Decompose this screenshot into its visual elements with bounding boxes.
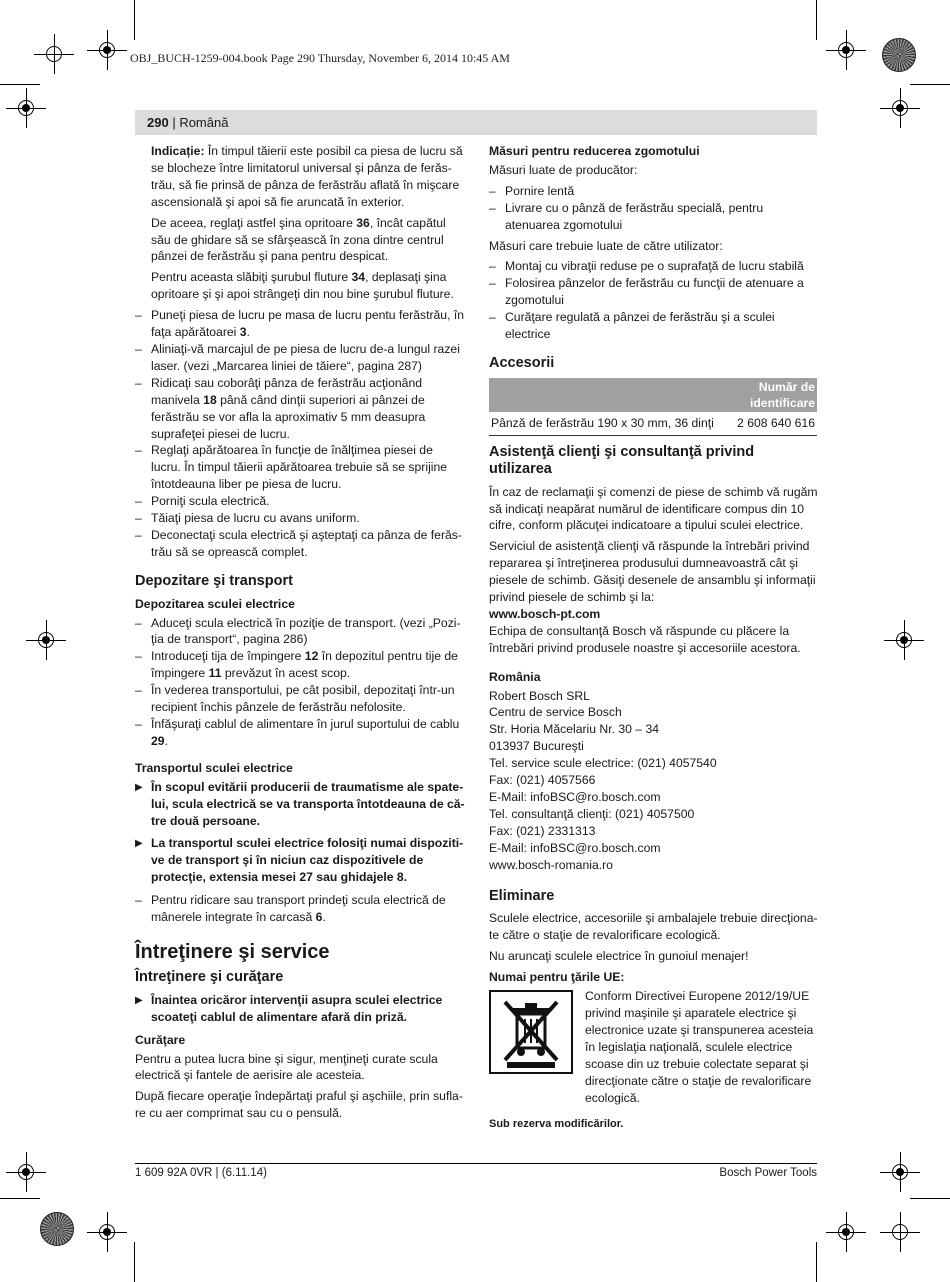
transport-list [135, 892, 465, 926]
address-line: Fax: (021) 2331313 [489, 823, 596, 838]
list-item: – Aduceţi scula electrică în poziţie de transport. (vezi „Poziţia de transport“, pagina 286) [135, 615, 465, 649]
address-line: Fax: (021) 4057566 [489, 773, 596, 788]
registration-mark-icon [6, 1152, 46, 1192]
body-paragraph: După fiecare operaţie îndepărtaţi praful şi aşchiile, prin suflare cu aer comprimat sau cu o pensulă. [135, 1089, 463, 1121]
body-paragraph: Nu aruncaţi sculele electrice în gunoiul menajer! [489, 949, 749, 964]
transport-warnings [135, 779, 465, 886]
subsection-title: Numai pentru ţările UE: [489, 970, 625, 985]
section-title: Eliminare [489, 887, 555, 904]
reserve-note: Sub rezerva modificărilor. [489, 1118, 624, 1131]
registration-mark-icon [6, 88, 46, 128]
care-warnings [135, 992, 465, 1026]
trim-mark [134, 0, 135, 40]
list-item: – Introduceţi tija de împingere 12 în depozitul pentru tije de împingere 11 prevăzut în acest scop. [135, 648, 465, 682]
subsection-title: Măsuri pentru reducerea zgomotului [489, 144, 700, 158]
warning-item: ▶ La transportul sculei electrice folosiţi numai dispozitive de transport şi în niciun caz dispozitivele de protecţie, extensia mesei 27 sau ghidajele 8. [135, 835, 465, 886]
list-item: – Ridicaţi sau coborâţi pânza de ferăstrău acţionând manivela 18 până când dinţii superiori ai pânzei de ferăstrău se vor afla la aproximativ 5 mm deasupra suprafeţei piesei de lucru. [135, 375, 465, 443]
note-text: În timpul tăierii este posibil ca piesa de lucru să se blocheze între limitatorul universal şi pânza de ferăstrău, să fie prinsă de pânza de ferăstrău aflată în mişcare ascensională şi apoi să fie aruncată în exterior. [151, 144, 463, 209]
registration-mark-icon [87, 30, 127, 70]
page-header [135, 110, 817, 135]
section-title: Depozitare şi transport [135, 572, 293, 589]
note-paragraph [151, 143, 465, 211]
support-url[interactable]: www.bosch-pt.com [489, 606, 601, 621]
address-line[interactable]: www.bosch-romania.ro [489, 857, 613, 872]
accessory-number: 2 608 640 616 [730, 412, 817, 435]
list-item: – Reglaţi apărătoarea în funcţie de înălţimea piesei de lucru. În timpul tăierii apărătoarea trebuie să se sprijine întotdeauna liber pe piesa de lucru. [135, 442, 465, 493]
list-item: – Curăţare regulată a pânzei de ferăstrău şi a sculei electrice [489, 309, 819, 343]
accessory-name: Pânză de ferăstrău 190 x 30 mm, 36 dinţi [489, 412, 730, 435]
section-title: Întreţinere şi curăţare [135, 968, 284, 985]
address-block [489, 688, 819, 874]
weee-block [489, 988, 819, 1106]
address-line: Tel. service scule electrice: (021) 4057540 [489, 756, 717, 771]
storage-list [135, 615, 465, 750]
color-disc-icon [40, 1212, 74, 1246]
section-title: Asistenţă clienţi şi consultanţă privind utilizarea [489, 443, 755, 477]
header-separator: | [168, 115, 180, 130]
address-line: Tel. consultanţă clienţi: (021) 4057500 [489, 806, 695, 821]
note-paragraph: Pentru aceasta slăbiţi şurubul fluture 34, deplasaţi şina opritoare şi şi apoi strângeţi din nou bine şurubul fluture. [151, 270, 454, 302]
registration-mark-icon [87, 1212, 127, 1252]
registration-mark-icon [826, 1212, 866, 1252]
table-header: Număr de identificare [489, 378, 817, 412]
footer-divider [135, 1163, 817, 1164]
registration-mark-icon [26, 620, 66, 660]
address-line: Robert Bosch SRL [489, 688, 590, 703]
subsection-title: Transportul sculei electrice [135, 760, 293, 775]
table-row [489, 412, 817, 435]
country-title: România [489, 669, 541, 684]
address-line[interactable]: E-Mail: infoBSC@ro.bosch.com [489, 790, 661, 804]
list-item: – Porniţi scula electrică. [135, 493, 465, 510]
list-item: – Deconectaţi scula electrică şi aşteptaţi ca pânza de ferăstrău să se oprească complet. [135, 527, 465, 561]
list-item: – Tăiaţi piesa de lucru cu avans uniform. [135, 510, 465, 527]
note-paragraph: De aceea, reglaţi astfel şina opritoare 36, încât capătul său de ghidare să se sfârşească în zona dintre centrul pânzei de ferăstrău şi pana pentru despicat. [151, 215, 446, 264]
accessories-table [489, 378, 817, 436]
registration-mark-icon [880, 1152, 920, 1192]
maker-measures-list [489, 183, 819, 234]
cutting-steps-list [135, 307, 465, 561]
body-paragraph: Pentru a putea lucra bine şi sigur, menţineţi curate scula electrică şi fantele de aerisire ale acesteia. [135, 1051, 438, 1083]
registration-mark-icon [880, 88, 920, 128]
list-item: – În vederea transportului, pe cât posibil, depozitaţi într-un recipient închis pânzele de ferăstrău nefolosite. [135, 682, 465, 716]
warning-item: ▶ În scopul evitării producerii de traumatisme ale spatelui, scula electrică se va transporta întotdeauna de către două persoane. [135, 779, 465, 830]
body-paragraph: Sculele electrice, accesoriile şi ambalajele trebuie direcţionate către o staţie de revalorificare ecologică. [489, 911, 818, 943]
header-language: Română [179, 115, 229, 130]
color-disc-icon [882, 38, 916, 72]
footer-brand: Bosch Power Tools [719, 1167, 817, 1179]
address-line[interactable]: E-Mail: infoBSC@ro.bosch.com [489, 840, 661, 855]
page-number: 290 [147, 115, 169, 130]
user-measures-list [489, 258, 819, 343]
list-item: – Montaj cu vibraţii reduse pe o suprafaţă de lucru stabilă [489, 258, 819, 275]
section-title: Accesorii [489, 354, 555, 371]
weee-text: Conform Directivei Europene 2012/19/UE privind maşinile şi aparatele electrice şi electronice uzate şi transpunerea acesteia în legislaţia naţională, sculele electrice scoase din uz trebuie colectate separat şi direcţionate către o staţie de revalorificare ecologică. [585, 989, 814, 1105]
trim-mark [910, 84, 950, 85]
trim-mark [816, 1242, 817, 1282]
body-paragraph: Măsuri luate de producător: [489, 162, 638, 177]
list-item: – Puneţi piesa de lucru pe masa de lucru pentu ferăstrău, în faţa apărătoarei 3. [135, 307, 465, 341]
registration-mark-icon [880, 1212, 920, 1252]
list-item: – Livrare cu o pânză de ferăstrău specială, pentru atenuarea zgomotului [489, 200, 819, 234]
registration-mark-icon [34, 34, 74, 74]
body-paragraph: Serviciul de asistenţă clienţi vă răspunde la întrebări privind repararea şi întreţinerea produsului dumneavoastră cât şi piesele de schimb. Găsiţi desenele de ansamblu şi informaţii privind piesele de schimb şi la: [489, 539, 816, 605]
footer-doc-id: 1 609 92A 0VR | (6.11.14) [135, 1167, 267, 1179]
book-info-line: OBJ_BUCH-1259-004.book Page 290 Thursday, November 6, 2014 10:45 AM [130, 51, 510, 65]
warning-item: ▶ Înaintea oricăror intervenţii asupra sculei electrice scoateţi cablul de alimentare afară din priză. [135, 992, 465, 1026]
registration-mark-icon [884, 620, 924, 660]
subsection-title: Depozitarea sculei electrice [135, 596, 295, 611]
list-item: – Pentru ridicare sau transport prindeţi scula electrică de mânerele integrate în carcasă 6. [135, 892, 465, 926]
list-item: – Înfăşuraţi cablul de alimentare în jurul suportului de cablu 29. [135, 716, 465, 750]
left-column [135, 143, 465, 1126]
note-label: Indicație: [151, 144, 205, 158]
registration-mark-icon [826, 30, 866, 70]
address-line: Str. Horia Măcelariu Nr. 30 – 34 [489, 722, 660, 737]
list-item: – Aliniaţi-vă marcajul de pe piesa de lucru de-a lungul razei laser. (vezi „Marcarea liniei de tăiere“, pagina 287) [135, 341, 465, 375]
body-paragraph: Măsuri care trebuie luate de către utilizator: [489, 238, 723, 253]
subsection-title: Curăţare [135, 1032, 186, 1047]
list-item: – Pornire lentă [489, 183, 819, 200]
list-item: – Folosirea pânzelor de ferăstrău cu funcţii de atenuare a zgomotului [489, 275, 819, 309]
trim-mark [816, 0, 817, 40]
body-paragraph: Echipa de consultanţă Bosch vă răspunde cu plăcere la întrebări privind produsele noastre şi accesoriile acestora. [489, 623, 801, 655]
right-column [489, 143, 819, 1137]
chapter-title: Întreţinere şi service [135, 940, 330, 963]
trim-mark [0, 84, 40, 85]
cutting-note [151, 143, 465, 303]
trim-mark [0, 1198, 40, 1199]
address-line: 013937 Bucureşti [489, 739, 584, 754]
address-line: Centru de service Bosch [489, 705, 622, 720]
trim-mark [134, 1242, 135, 1282]
body-paragraph: În caz de reclamaţii şi comenzi de piese de schimb vă rugăm să indicaţi neapărat numărul de identificare compus din 10 cifre, conform plăcuţei indicatoare a tipului sculei electrice. [489, 484, 818, 533]
trim-mark [910, 1198, 950, 1199]
crossed-out-wheelie-bin-icon [489, 990, 573, 1074]
